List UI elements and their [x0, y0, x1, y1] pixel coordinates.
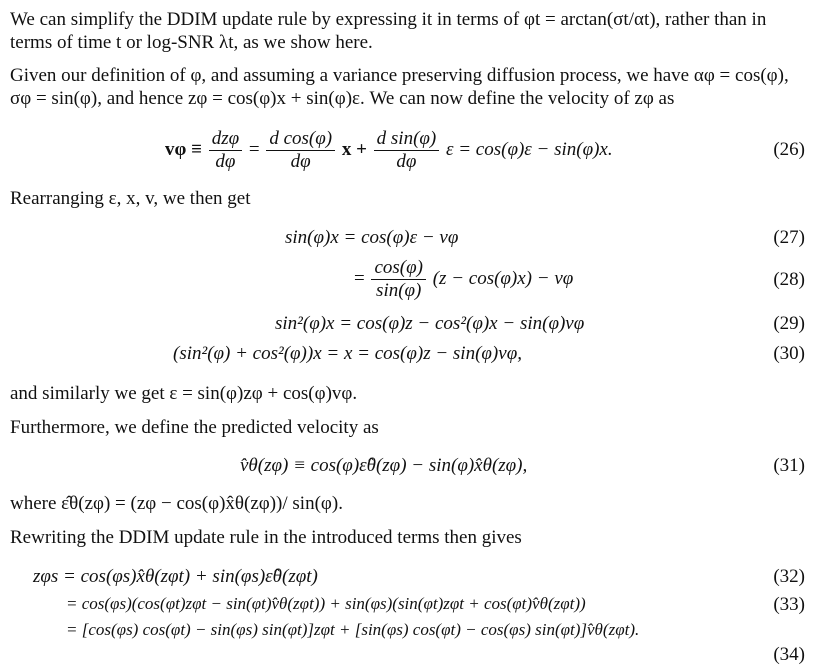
- eq-number-32: (32): [773, 566, 805, 587]
- eq-number-29: (29): [773, 313, 805, 334]
- paragraph-definition: Given our definition of φ, and assuming a variance preserving diffusion process, we have αφ = cos(φ), σφ = sin(φ), and hence zφ = cos(φ)x + sin(φ)ε. We can now define the velocity of zφ as: [10, 65, 789, 109]
- eq26-frac1-num: dzφ: [209, 128, 242, 151]
- eq-number-34: (34): [773, 644, 805, 665]
- eq28-rest: (z − cos(φ)x) − vφ: [432, 267, 574, 289]
- eq26-frac1-den: dφ: [215, 151, 236, 172]
- eq28-frac: [371, 257, 426, 302]
- eq26-rhs: ε = cos(φ)ε − sin(φ)x.: [445, 138, 613, 160]
- eq-number-31: (31): [773, 455, 805, 476]
- paragraph-similarly: and similarly we get ε = sin(φ)zφ + cos(φ)vφ.: [10, 383, 358, 404]
- equation-28: [354, 257, 573, 302]
- equation-33: = cos(φs)(cos(φt)zφt − sin(φt)v̂θ(zφt)) + sin(φs)(sin(φt)zφt + cos(φt)v̂θ(zφt)): [66, 594, 586, 613]
- eq26-frac1: [209, 128, 242, 173]
- eq26-frac2: [266, 128, 335, 173]
- equation-30: (sin²(φ) + cos²(φ))x = x = cos(φ)z − sin(φ)vφ,: [173, 343, 522, 364]
- equation-34: = [cos(φs) cos(φt) − sin(φs) sin(φt)]zφt + [sin(φs) cos(φt) − cos(φs) sin(φt)]v̂θ(zφt).: [66, 620, 640, 639]
- paragraph-rewriting: Rewriting the DDIM update rule in the introduced terms then gives: [10, 527, 522, 548]
- paragraph-furthermore: Furthermore, we define the predicted velocity as: [10, 417, 379, 438]
- equation-26: vφ ≡ $\frac{\text{dzφ}}{d\varphi}$ = $\frac{\text{d cos(φ)}}{d\varphi}$ x + $\frac{\text{d sin(φ)}}{d\varphi}$ ε = cos(φ)ε − sin(φ)x.: [165, 128, 613, 172]
- eq-number-27: (27): [773, 227, 805, 248]
- paragraph-where: where ε̂θ(zφ) = (zφ − cos(φ)x̂θ(zφ))/ sin(φ).: [10, 493, 343, 514]
- eq28-frac-den: sin(φ): [376, 280, 422, 301]
- equation-29: sin²(φ)x = cos(φ)z − cos²(φ)x − sin(φ)vφ: [275, 313, 585, 334]
- eq26-frac3-den: dφ: [396, 151, 417, 172]
- equation-32: zφs = cos(φs)x̂θ(zφt) + sin(φs)ε̂θ(zφt): [33, 566, 318, 587]
- paragraph-intro: We can simplify the DDIM update rule by expressing it in terms of φt = arctan(σt/αt), rather than in terms of time t or log-SNR λt, as we show here.: [10, 9, 767, 53]
- equation-31: v̂θ(zφ) ≡ cos(φ)ε̂θ(zφ) − sin(φ)x̂θ(zφ),: [240, 455, 528, 476]
- eq-number-30: (30): [773, 343, 805, 364]
- eq28-equals: =: [354, 267, 365, 289]
- eq-number-28: (28): [773, 269, 805, 290]
- eq26-frac3-num: d sin(φ): [374, 128, 440, 151]
- eq28-frac-num: cos(φ): [371, 257, 426, 280]
- eq-number-33: (33): [773, 594, 805, 615]
- eq26-frac2-den: dφ: [290, 151, 311, 172]
- eq26-mid: x +: [341, 138, 367, 160]
- eq26-lhs: vφ ≡: [165, 138, 202, 160]
- paragraph-rearranging: Rearranging ε, x, v, we then get: [10, 188, 251, 209]
- equation-27: sin(φ)x = cos(φ)ε − vφ: [285, 227, 459, 248]
- eq26-frac2-num: d cos(φ): [266, 128, 335, 151]
- eq26-frac3: [374, 128, 440, 173]
- eq-number-26: (26): [773, 139, 805, 160]
